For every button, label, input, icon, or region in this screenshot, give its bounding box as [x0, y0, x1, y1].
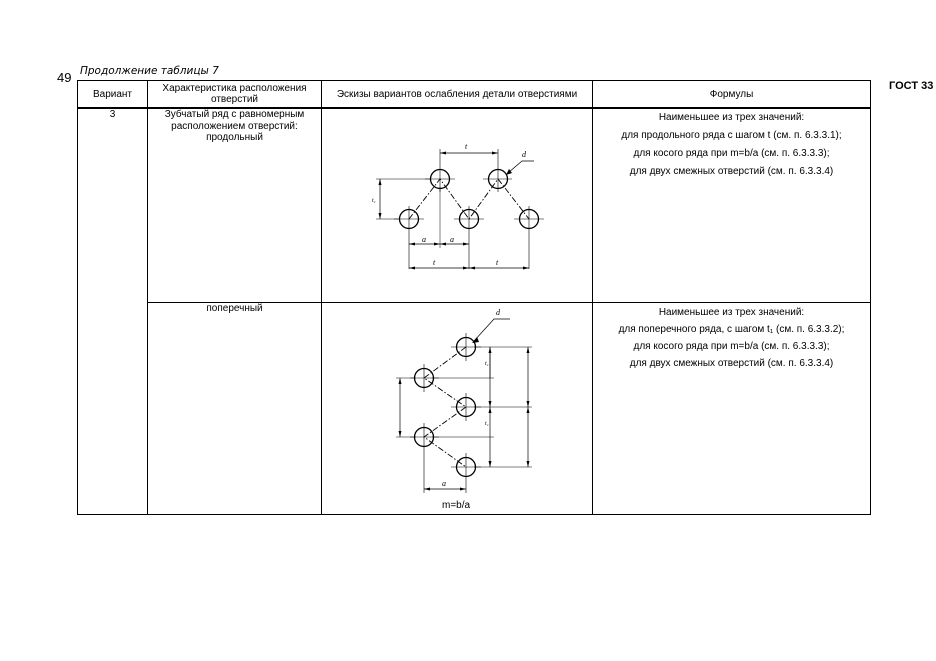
page-number: 49 [57, 70, 72, 85]
formula-line: для поперечного ряда, с шагом t₁ (см. п. 6.3.3.2); [618, 324, 845, 335]
sketch-longitudinal [322, 108, 593, 303]
formula-line: для косого ряда при m=b/a (см. п. 6.3.3.3); [633, 148, 830, 159]
characteristic-cell: Зубчатый ряд с равномерным расположением отверстий: продольный [148, 108, 322, 303]
formula-line: для косого ряда при m=b/a (см. п. 6.3.3.3); [633, 341, 830, 352]
formula-line: для продольного ряда с шагом t (см. п. 6.3.3.1); [621, 130, 842, 141]
dim-label-t1-upper: t₁ [485, 361, 489, 367]
dim-label-t-bottom-left: t [433, 258, 436, 267]
dim-label-a-left: a [422, 235, 426, 244]
dim-label-d: d [522, 150, 526, 159]
longitudinal-row-sketch [322, 109, 592, 302]
header-characteristic: Характеристика расположения отверстий [148, 81, 322, 109]
formula-line: для двух смежных отверстий (см. п. 6.3.3.4) [629, 166, 834, 177]
header-formulas: Формулы [593, 81, 871, 109]
dim-label-t1-lower: t₁ [485, 421, 489, 427]
dim-label-a: a [442, 479, 446, 488]
dim-label-d: d [496, 308, 500, 317]
formula-line: Наименьшее из трех значений: [658, 112, 805, 123]
dim-label-t1: t₁ [372, 198, 376, 204]
header-sketches: Эскизы вариантов ослабления детали отверстиями [322, 81, 593, 109]
sketch-transverse [322, 303, 593, 515]
dim-label-t: t [465, 142, 468, 151]
ratio-label: m=b/a [442, 500, 471, 511]
transverse-row-sketch [322, 303, 592, 511]
characteristic-cell: поперечный [148, 303, 322, 515]
standard-designation: ГОСТ 33 [889, 80, 934, 92]
table-row [78, 108, 871, 303]
header-variant: Вариант [78, 81, 148, 109]
dim-label-t-bottom-right: t [496, 258, 499, 267]
table-row [78, 303, 871, 515]
formula-line: Наименьшее из трех значений: [658, 307, 805, 318]
formula-line: для двух смежных отверстий (см. п. 6.3.3.4) [629, 358, 834, 369]
dim-label-a-right: a [450, 235, 454, 244]
table-continuation-caption: Продолжение таблицы 7 [80, 65, 219, 77]
table-header-row [78, 81, 871, 109]
formula-cell [593, 303, 871, 515]
formula-cell [593, 108, 871, 303]
holes-table [77, 80, 871, 515]
variant-cell: 3 [78, 108, 148, 515]
